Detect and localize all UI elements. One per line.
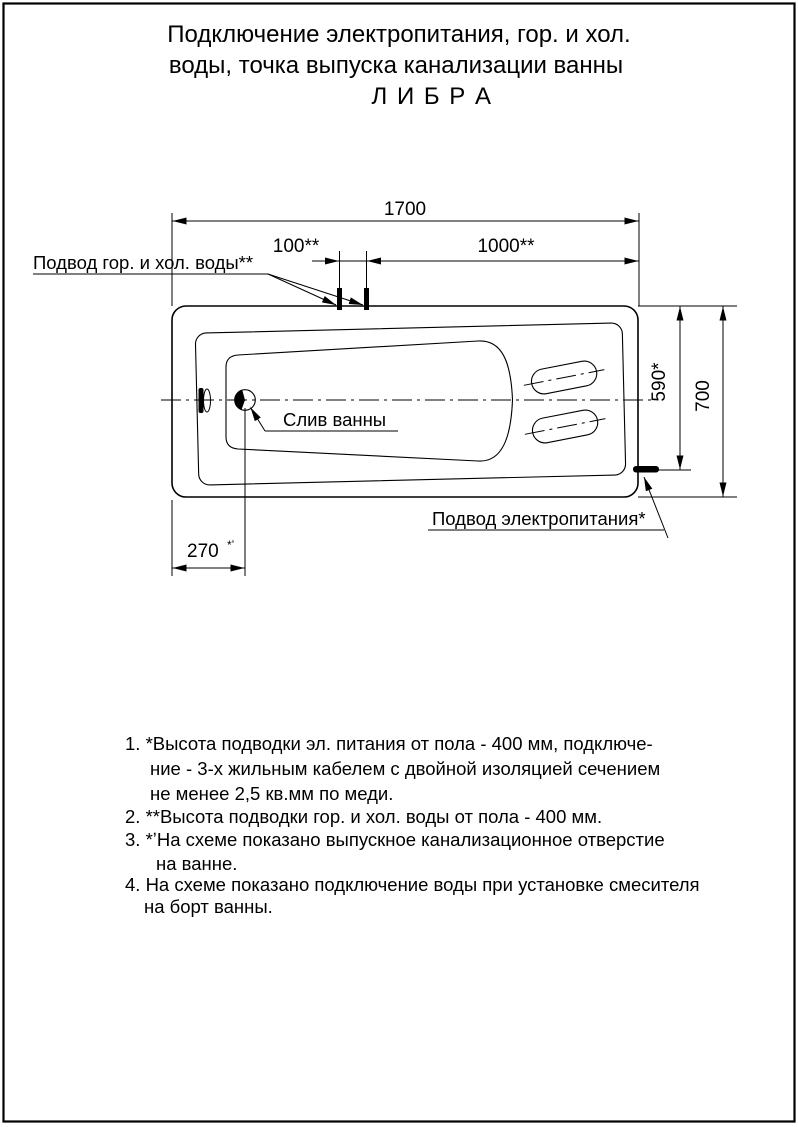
dim-drain-offset-mark: *ʼ <box>227 538 235 552</box>
leader-arrow <box>644 477 668 538</box>
tub-basin <box>226 341 513 461</box>
tub-rim <box>195 323 626 485</box>
note-line: не менее 2,5 кв.мм по меди. <box>150 783 394 804</box>
sheet-border <box>4 4 795 1122</box>
dim-water-span-text: 1000** <box>477 236 535 257</box>
dimension-100-1000 <box>273 236 639 310</box>
page-title-model: Л И Б Р А <box>371 83 493 110</box>
note-line: 4. На схеме показано подключение воды при установке смесителя <box>125 874 700 895</box>
page-title-line2: воды, точка выпуска канализации ванны <box>168 52 624 79</box>
note-line: 2. **Высота подводки гор. и хол. воды от пола - 400 мм. <box>125 806 603 827</box>
note-line: ние - 3-х жильным кабелем с двойной изоляцией сечением <box>150 758 661 779</box>
dim-water-offset-text: 100** <box>272 236 320 257</box>
notes-block <box>125 733 700 917</box>
dim-drain-offset-text: 270 <box>187 541 219 562</box>
svg-text:Подвод электропитания*: Подвод электропитания* <box>432 508 646 529</box>
power-connection-mark <box>633 466 659 473</box>
leader-arrow <box>268 274 336 305</box>
tub-handle-bottom <box>522 406 607 446</box>
note-line: 3. *ʼНа схеме показано выпускное канализационное отверстие <box>125 829 665 850</box>
dimension-270 <box>172 408 245 576</box>
leader-arrow <box>251 408 266 432</box>
tub-handle-top <box>521 357 606 397</box>
page-title-line1: Подключение электропитания, гор. и хол. <box>167 21 631 48</box>
leader-arrow <box>268 274 363 305</box>
label-water-supply <box>33 252 363 305</box>
title-block <box>167 21 630 110</box>
label-drain <box>251 408 399 432</box>
svg-text:Подвод гор. и хол. воды**: Подвод гор. и хол. воды** <box>33 252 254 273</box>
note-line: на борт ванны. <box>144 896 273 917</box>
bathtub-outline <box>161 288 659 497</box>
label-power-supply <box>428 477 668 538</box>
note-line: 1. *Высота подводки эл. питания от пола - 400 мм, подключе- <box>125 733 653 754</box>
note-line: на ванне. <box>156 853 238 874</box>
dim-power-height-text: 590* <box>649 362 670 402</box>
dim-length-text: 1700 <box>383 199 427 220</box>
dim-width-text: 700 <box>693 380 714 412</box>
svg-text:Слив ванны: Слив ванны <box>283 409 387 430</box>
